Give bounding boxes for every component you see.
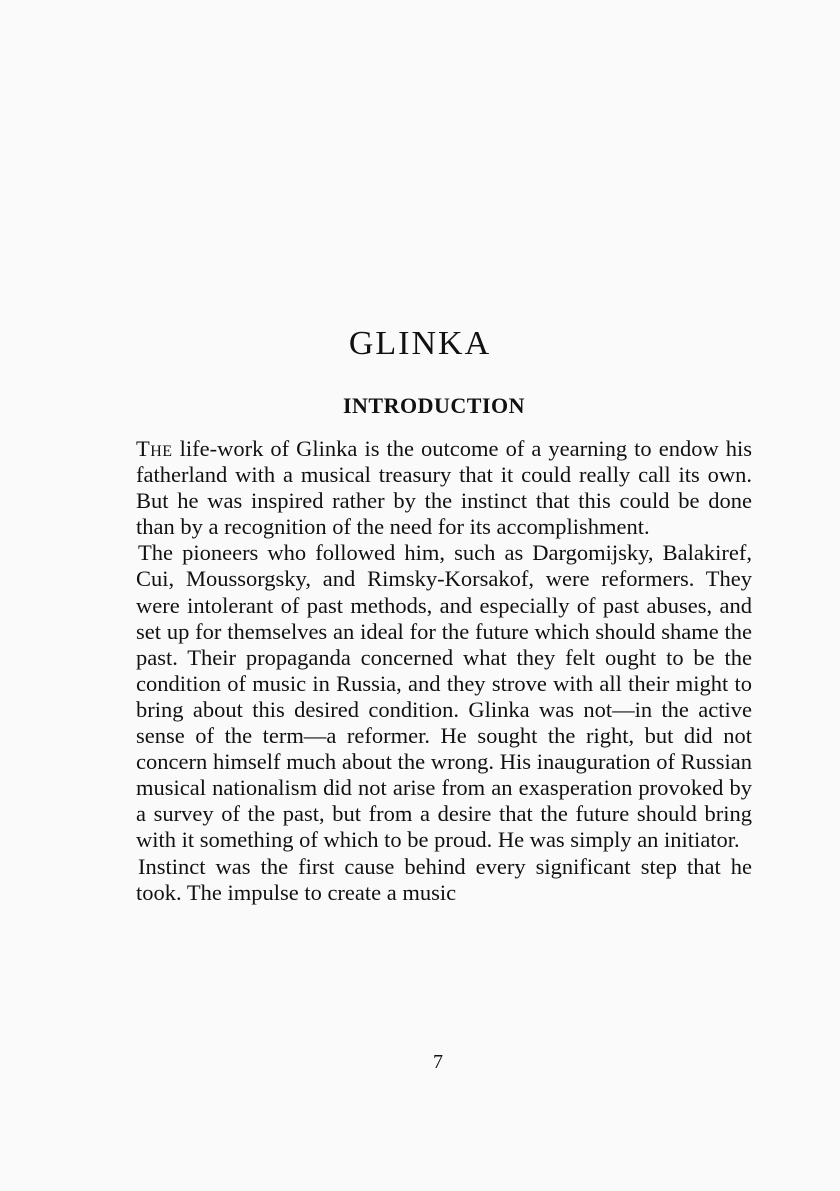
page-number: 7 [433,1051,443,1073]
section-title: INTRODUCTION [342,393,526,418]
paragraph-1 [136,436,752,540]
paragraph-2: The pioneers who followed him, such as Dargomijsky, Balakiref, Cui, Moussorgsky, and Rimsky-Korsakof, were reformers. They were intolerant of past methods, and especially of past abuses, and set up for themselves an ideal for the future which should shame the past. Their propaganda concerned what they felt ought to be the condition of music in Russia, and they strove with all their might to bring about this desired condition. Glinka was not—in the active sense of the term—a reformer. He sought the right, but did not concern himself much about the wrong. His inauguration of Russian musical nationalism did not arise from an exasperation provoked by a survey of the past, but from a desire that the future should bring with it something of which to be proud. He was simply an initiator. [136,540,752,853]
chapter-title: GLINKA [348,325,492,362]
body-text [136,436,752,906]
paragraph-3: Instinct was the first cause behind every significant step that he took. The impulse to create a music [136,853,752,905]
paragraph-1-text: life-work of Glinka is the outcome of a yearning to endow his fatherland with a musical treasury that it could really call its own. But he was inspired rather by the instinct that this could be done than by a recognition of the need for its accomplishment. [136,436,752,540]
paragraph-1-lead-word: The [136,436,173,461]
